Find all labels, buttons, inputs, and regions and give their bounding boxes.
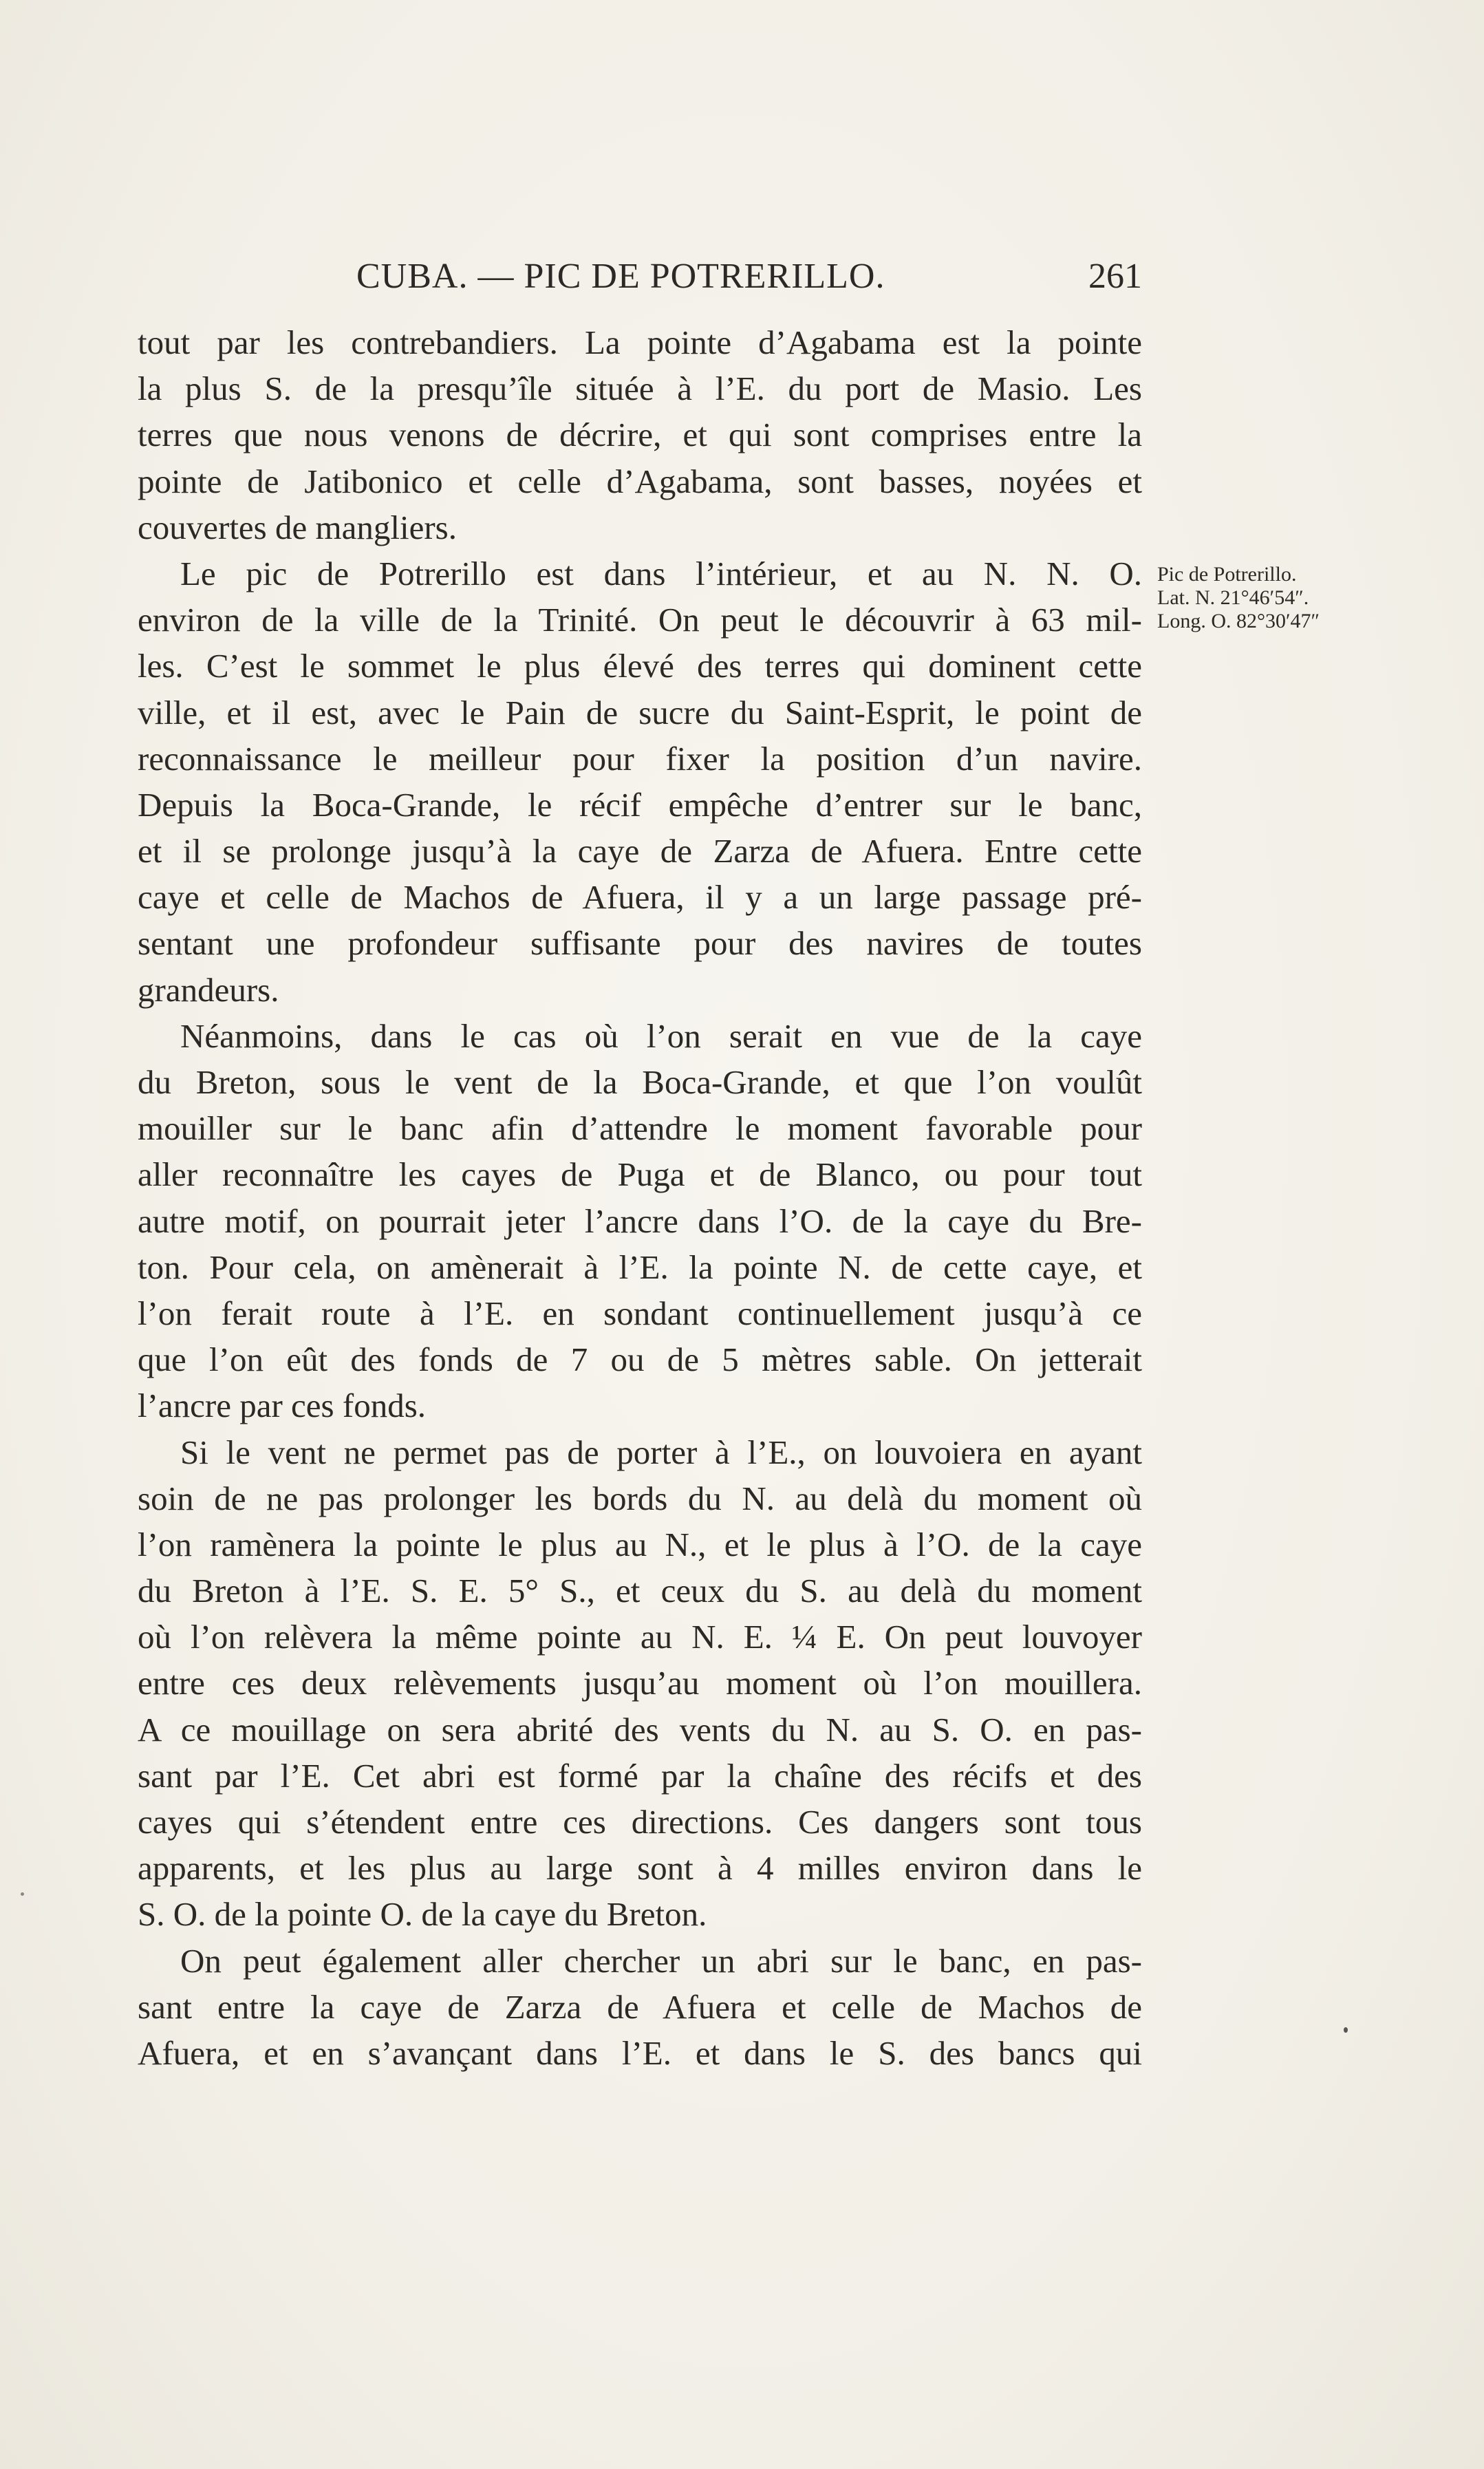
text-line: l’on ramènera la pointe le plus au N., et le plus à l’O. de la caye bbox=[138, 1525, 1142, 1563]
text-line: On peut également aller chercher un abri sur le banc, en pas- bbox=[180, 1941, 1142, 1980]
text-line: pointe de Jatibonico et celle d’Agabama, sont basses, noyées et bbox=[138, 462, 1142, 500]
text-line: les. C’est le sommet le plus élevé des terres qui dominent cette bbox=[138, 647, 1142, 685]
text-line: entre ces deux relèvements jusqu’au moment où l’on mouillera. bbox=[138, 1664, 1142, 1702]
margin-note-title: Pic de Potrerillo. bbox=[1157, 563, 1297, 586]
body-text bbox=[138, 319, 1142, 2076]
text-line: Néanmoins, dans le cas où l’on serait en vue de la caye bbox=[180, 1016, 1142, 1055]
text-line: Depuis la Boca-Grande, le récif empêche d’entrer sur le banc, bbox=[138, 785, 1142, 824]
text-line: mouiller sur le banc afin d’attendre le moment favorable pour bbox=[138, 1109, 1142, 1148]
ink-speck bbox=[21, 1892, 24, 1896]
text-line: ton. Pour cela, on amènerait à l’E. la pointe N. de cette caye, et bbox=[138, 1248, 1142, 1286]
margin-note bbox=[1157, 563, 1364, 633]
text-line: Si le vent ne permet pas de porter à l’E., on louvoiera en ayant bbox=[180, 1433, 1142, 1471]
text-line: du Breton, sous le vent de la Boca-Grande, et que l’on voulût bbox=[138, 1063, 1142, 1101]
text-line: l’ancre par ces fonds. bbox=[138, 1387, 427, 1425]
text-line: caye et celle de Machos de Afuera, il y a un large passage pré- bbox=[138, 878, 1142, 917]
text-line: apparents, et les plus au large sont à 4 milles environ dans le bbox=[138, 1849, 1142, 1888]
text-line: la plus S. de la presqu’île située à l’E. du port de Masio. Les bbox=[138, 370, 1142, 408]
margin-note-latitude: Lat. N. 21°46′54″. bbox=[1157, 586, 1309, 609]
text-line: environ de la ville de la Trinité. On peut le découvrir à 63 mil- bbox=[138, 601, 1142, 639]
text-line: Afuera, et en s’avançant dans l’E. et dans le S. des bancs qui bbox=[138, 2033, 1142, 2072]
text-line: du Breton à l’E. S. E. 5° S., et ceux du S. au delà du moment bbox=[138, 1572, 1142, 1610]
text-line: terres que nous venons de décrire, et qui sont comprises entre la bbox=[138, 416, 1142, 454]
text-line: sentant une profondeur suffisante pour des navires de toutes bbox=[138, 924, 1142, 963]
running-title: CUBA. — PIC DE POTRERILLO. bbox=[356, 257, 885, 296]
text-line: reconnaissance le meilleur pour fixer la position d’un navire. bbox=[138, 739, 1142, 778]
text-line: cayes qui s’étendent entre ces directions. Ces dangers sont tous bbox=[138, 1803, 1142, 1841]
text-line: l’on ferait route à l’E. en sondant continuellement jusqu’à ce bbox=[138, 1294, 1142, 1332]
text-line: A ce mouillage on sera abrité des vents du N. au S. O. en pas- bbox=[138, 1710, 1142, 1749]
text-line: S. O. de la pointe O. de la caye du Breton. bbox=[138, 1895, 707, 1934]
text-line: aller reconnaître les cayes de Puga et de Blanco, ou pour tout bbox=[138, 1155, 1142, 1194]
text-line: tout par les contrebandiers. La pointe d’Agabama est la pointe bbox=[138, 323, 1142, 361]
margin-note-longitude: Long. O. 82°30′47″ bbox=[1157, 610, 1320, 632]
text-line: et il se prolonge jusqu’à la caye de Zarza de Afuera. Entre cette bbox=[138, 832, 1142, 870]
text-line: sant par l’E. Cet abri est formé par la chaîne des récifs et des bbox=[138, 1756, 1142, 1795]
text-line: autre motif, on pourrait jeter l’ancre dans l’O. de la caye du Bre- bbox=[138, 1201, 1142, 1240]
ink-speck bbox=[1344, 2027, 1348, 2033]
page-number: 261 bbox=[1088, 257, 1142, 296]
text-line: grandeurs. bbox=[138, 970, 279, 1009]
text-line: sant entre la caye de Zarza de Afuera et celle de Machos de bbox=[138, 1987, 1142, 2026]
running-header bbox=[138, 256, 1142, 311]
text-line: ville, et il est, avec le Pain de sucre du Saint-Esprit, le point de bbox=[138, 693, 1142, 731]
text-line: soin de ne pas prolonger les bords du N. au delà du moment où bbox=[138, 1479, 1142, 1517]
text-line: couvertes de mangliers. bbox=[138, 508, 457, 546]
text-line: Le pic de Potrerillo est dans l’intérieur, et au N. N. O. bbox=[180, 554, 1142, 592]
text-line: où l’on relèvera la même pointe au N. E. ¼ E. On peut louvoyer bbox=[138, 1618, 1142, 1656]
text-line: que l’on eût des fonds de 7 ou de 5 mètres sable. On jetterait bbox=[138, 1340, 1142, 1379]
